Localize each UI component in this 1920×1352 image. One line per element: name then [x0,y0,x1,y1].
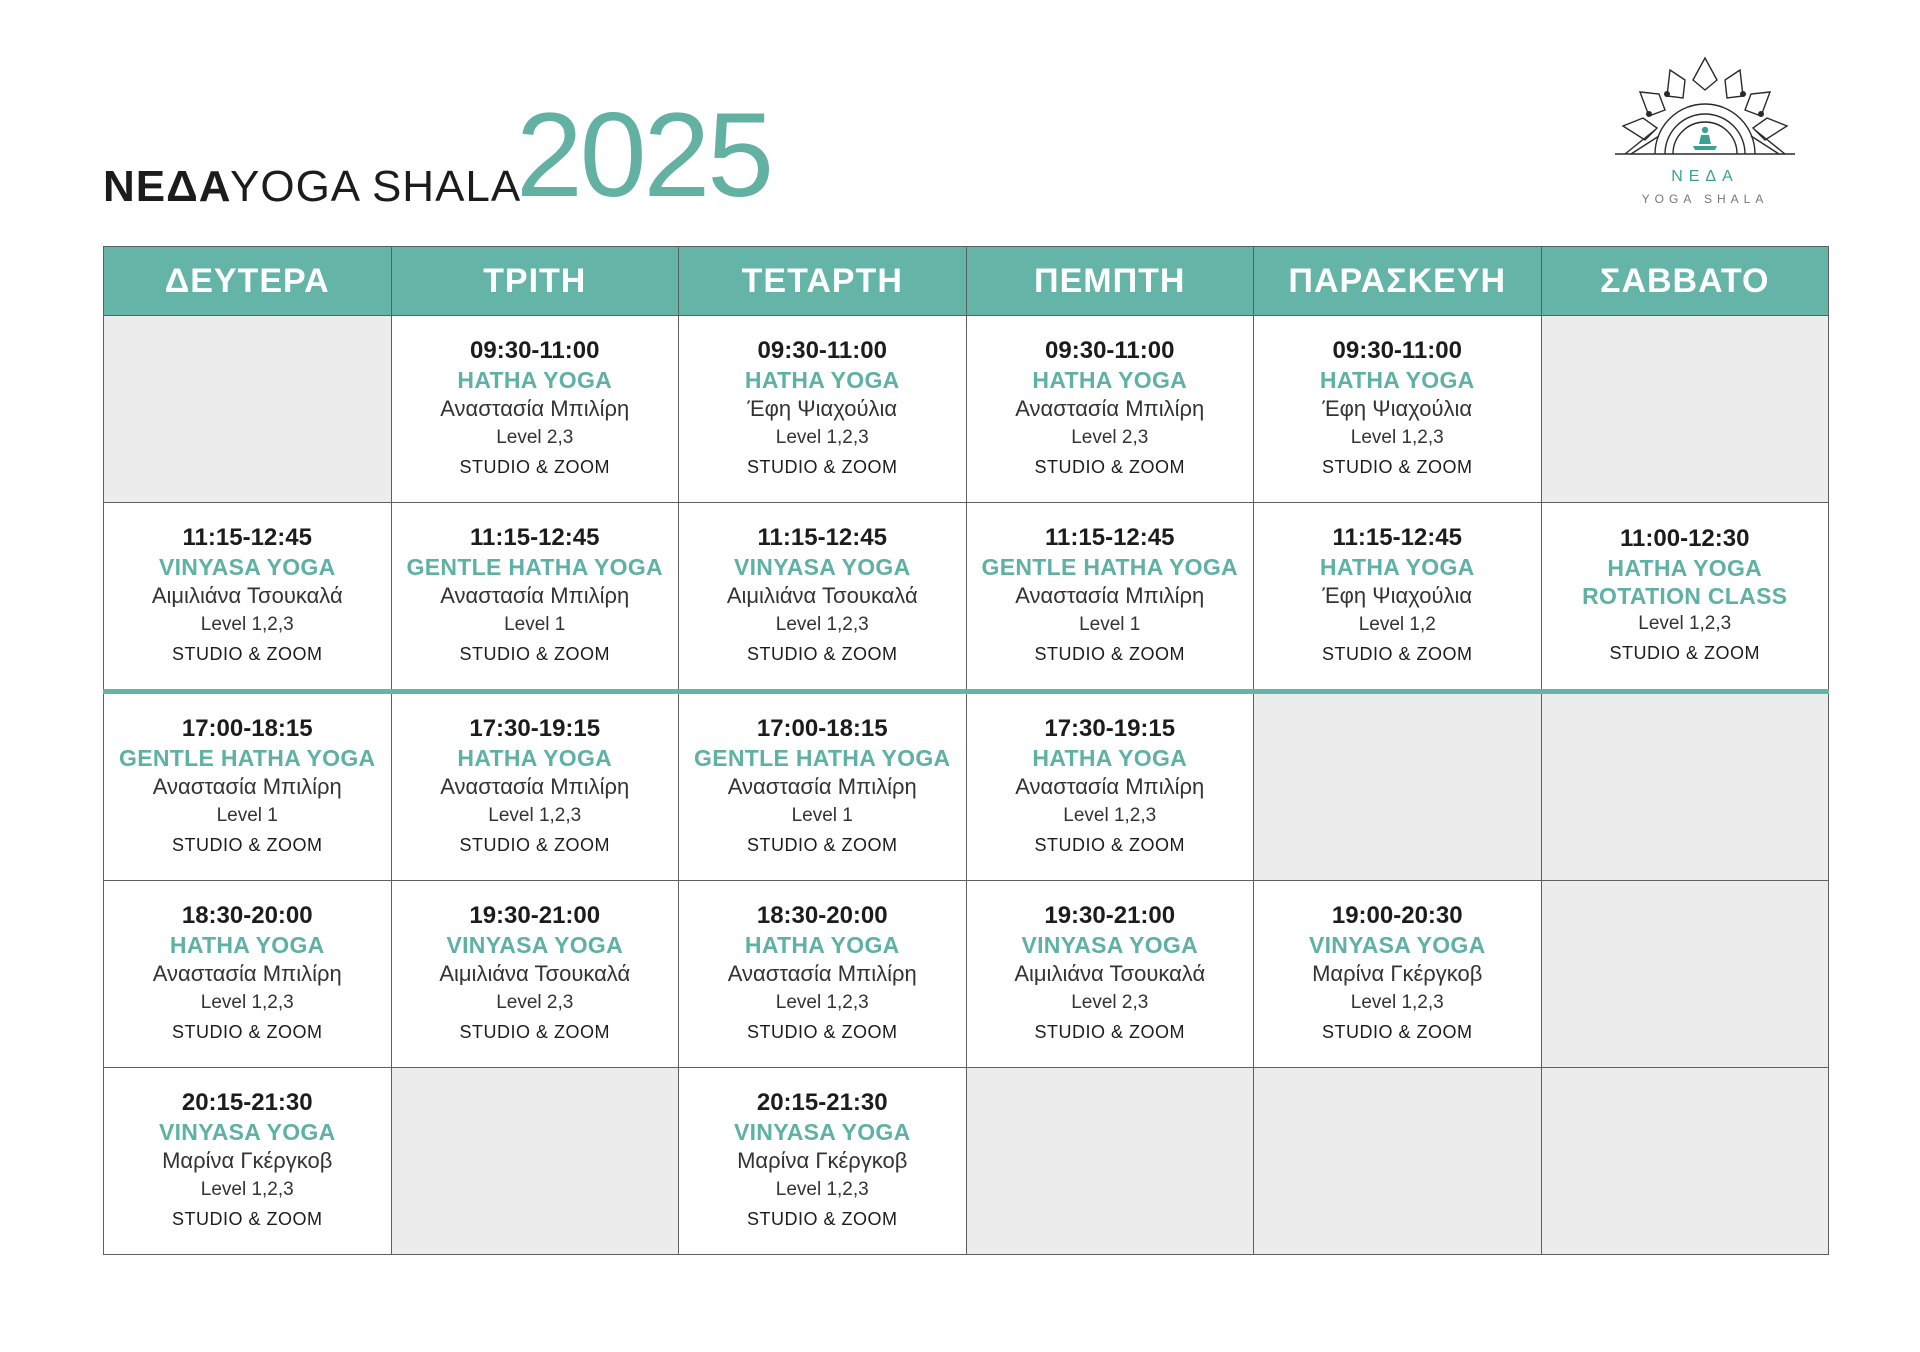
instructor-name: Αιμιλιάνα Τσουκαλά [1014,961,1206,986]
logo [1610,50,1800,210]
class-location: STUDIO & ZOOM [459,457,610,477]
day-header-monday: ΔΕΥΤΕΡΑ [104,247,392,316]
class-level: Level 2,3 [1071,992,1149,1013]
instructor-name: Μαρίνα Γκέργκοβ [162,1148,333,1173]
lotus-mandala-icon [1615,50,1795,165]
class-level: Level 1,2,3 [1350,992,1444,1013]
class-level: Level 2,3 [1071,427,1149,448]
class-level: Level 1,2,3 [775,614,869,635]
class-location: STUDIO & ZOOM [1034,644,1185,664]
class-level: Level 2,3 [496,992,574,1013]
instructor-name: Έφη Ψιαχούλια [1322,583,1473,608]
class-time: 17:00-18:15 [756,715,888,742]
class-name: VINYASA YOGA [446,932,624,958]
class-location: STUDIO & ZOOM [172,644,323,664]
class-slot-wednesday [679,692,967,881]
class-name: HATHA YOGA [169,932,325,958]
class-level: Level 1 [1079,614,1141,635]
class-slot-friday [1254,316,1542,503]
instructor-name: Μαρίνα Γκέργκοβ [1312,961,1483,986]
instructor-name: Αναστασία Μπιλίρη [440,774,630,799]
class-location: STUDIO & ZOOM [1034,1022,1185,1042]
class-level: Level 1,2,3 [1063,805,1157,826]
class-time: 19:30-21:00 [469,902,601,929]
class-slot-wednesday [679,503,967,692]
day-header-tuesday: ΤΡΙΤΗ [391,247,679,316]
instructor-name: Αναστασία Μπιλίρη [440,396,630,421]
class-name: VINYASA YOGA [1308,932,1486,958]
day-header-friday: ΠΑΡΑΣΚΕΥΗ [1254,247,1542,316]
class-name-line2: ROTATION CLASS [1582,583,1788,609]
class-level: Level 1,2,3 [775,1179,869,1200]
class-location: STUDIO & ZOOM [172,835,323,855]
class-slot-tuesday [391,316,679,503]
class-level: Level 1 [791,805,853,826]
class-time: 17:30-19:15 [469,715,601,742]
class-level: Level 1,2,3 [200,1179,294,1200]
class-name: HATHA YOGA [744,367,900,393]
class-name: HATHA YOGA [1607,555,1763,581]
class-level: Level 1 [504,614,566,635]
class-level: Level 1,2,3 [200,992,294,1013]
class-level: Level 2,3 [496,427,574,448]
instructor-name: Αιμιλιάνα Τσουκαλά [151,583,343,608]
class-name: HATHA YOGA [457,745,613,771]
class-location: STUDIO & ZOOM [459,1022,610,1042]
instructor-name: Μαρίνα Γκέργκοβ [737,1148,908,1173]
instructor-name: Αναστασία Μπιλίρη [1015,396,1205,421]
instructor-name: Αναστασία Μπιλίρη [152,961,342,986]
empty-slot-saturday [1541,692,1829,881]
class-level: Level 1 [216,805,278,826]
day-header-saturday: ΣΑΒΒΑΤΟ [1541,247,1829,316]
class-time: 11:15-12:45 [757,524,887,551]
day-header-row [104,247,1829,316]
schedule-year: 2025 [516,88,771,222]
class-location: STUDIO & ZOOM [747,644,898,664]
logo-subtitle: YOGA SHALA [1641,192,1769,206]
logo-name: ΝΕΔΑ [1671,168,1739,185]
instructor-name: Αναστασία Μπιλίρη [727,961,917,986]
class-level: Level 1,2 [1358,614,1436,635]
class-location: STUDIO & ZOOM [747,457,898,477]
class-time: 09:30-11:00 [757,337,887,364]
class-location: STUDIO & ZOOM [1034,457,1185,477]
empty-slot-saturday [1541,1068,1829,1255]
class-slot-monday [104,1068,392,1255]
class-slot-thursday [966,503,1254,692]
class-slot-friday [1254,881,1542,1068]
class-time: 20:15-21:30 [181,1089,313,1116]
class-location: STUDIO & ZOOM [172,1022,323,1042]
class-slot-tuesday [391,692,679,881]
class-time: 18:30-20:00 [756,902,888,929]
class-slot-friday [1254,503,1542,692]
page-header [103,90,1003,220]
schedule-row [104,1068,1829,1255]
instructor-name: Αναστασία Μπιλίρη [1015,583,1205,608]
class-name: VINYASA YOGA [733,1119,911,1145]
brand-name-light: YOGA SHALA [230,162,522,211]
class-level: Level 1,2,3 [488,805,582,826]
class-level: Level 1,2,3 [775,992,869,1013]
schedule-row [104,316,1829,503]
empty-slot-thursday [966,1068,1254,1255]
empty-slot-saturday [1541,881,1829,1068]
class-name: HATHA YOGA [1319,367,1475,393]
class-slot-tuesday [391,503,679,692]
class-location: STUDIO & ZOOM [747,1022,898,1042]
class-name: HATHA YOGA [457,367,613,393]
class-slot-tuesday [391,881,679,1068]
class-name: HATHA YOGA [744,932,900,958]
class-name: HATHA YOGA [1319,554,1475,580]
empty-slot-friday [1254,692,1542,881]
instructor-name: Αναστασία Μπιλίρη [727,774,917,799]
schedule-row [104,503,1829,692]
class-name: GENTLE HATHA YOGA [119,745,376,771]
class-name: GENTLE HATHA YOGA [981,554,1238,580]
class-location: STUDIO & ZOOM [1322,1022,1473,1042]
class-location: STUDIO & ZOOM [459,644,610,664]
class-time: 20:15-21:30 [756,1089,888,1116]
class-time: 11:15-12:45 [1332,524,1462,551]
class-level: Level 1,2,3 [775,427,869,448]
class-time: 17:30-19:15 [1044,715,1176,742]
schedule-row [104,692,1829,881]
class-slot-thursday [966,316,1254,503]
class-location: STUDIO & ZOOM [459,835,610,855]
instructor-name: Αναστασία Μπιλίρη [152,774,342,799]
class-time: 09:30-11:00 [470,337,600,364]
day-header-thursday: ΠΕΜΠΤΗ [966,247,1254,316]
class-location: STUDIO & ZOOM [747,835,898,855]
class-level: Level 1,2,3 [1350,427,1444,448]
class-time: 18:30-20:00 [181,902,313,929]
class-name: VINYASA YOGA [1021,932,1199,958]
class-slot-saturday [1541,503,1829,692]
class-name: GENTLE HATHA YOGA [406,554,663,580]
empty-slot-saturday [1541,316,1829,503]
class-level: Level 1,2,3 [1638,613,1732,634]
class-slot-thursday [966,692,1254,881]
day-header-wednesday: ΤΕΤΑΡΤΗ [679,247,967,316]
weekly-schedule-table [103,246,1829,1255]
instructor-name: Αναστασία Μπιλίρη [440,583,630,608]
class-name: VINYASA YOGA [158,554,336,580]
class-time: 09:30-11:00 [1332,337,1462,364]
empty-slot-monday [104,316,392,503]
class-slot-wednesday [679,1068,967,1255]
instructor-name: Αιμιλιάνα Τσουκαλά [726,583,918,608]
class-time: 11:00-12:30 [1620,525,1750,552]
class-location: STUDIO & ZOOM [1609,643,1760,663]
schedule-row [104,881,1829,1068]
instructor-name: Έφη Ψιαχούλια [1322,396,1473,421]
class-time: 09:30-11:00 [1045,337,1175,364]
class-location: STUDIO & ZOOM [1322,644,1473,664]
class-name: VINYASA YOGA [158,1119,336,1145]
class-location: STUDIO & ZOOM [747,1209,898,1229]
class-location: STUDIO & ZOOM [1034,835,1185,855]
instructor-name: Αναστασία Μπιλίρη [1015,774,1205,799]
class-location: STUDIO & ZOOM [1322,457,1473,477]
empty-slot-friday [1254,1068,1542,1255]
class-slot-monday [104,692,392,881]
class-name: VINYASA YOGA [733,554,911,580]
class-slot-wednesday [679,881,967,1068]
empty-slot-tuesday [391,1068,679,1255]
class-time: 11:15-12:45 [1045,524,1175,551]
class-name: GENTLE HATHA YOGA [694,745,951,771]
class-name: HATHA YOGA [1032,745,1188,771]
class-location: STUDIO & ZOOM [172,1209,323,1229]
instructor-name: Έφη Ψιαχούλια [747,396,898,421]
brand-name-bold: ΝΕΔΑ [103,162,232,211]
class-time: 17:00-18:15 [181,715,313,742]
class-slot-wednesday [679,316,967,503]
class-time: 19:00-20:30 [1331,902,1463,929]
class-slot-thursday [966,881,1254,1068]
class-level: Level 1,2,3 [200,614,294,635]
class-time: 11:15-12:45 [182,524,312,551]
instructor-name: Αιμιλιάνα Τσουκαλά [439,961,631,986]
class-name: HATHA YOGA [1032,367,1188,393]
class-time: 19:30-21:00 [1044,902,1176,929]
class-slot-monday [104,503,392,692]
class-time: 11:15-12:45 [470,524,600,551]
class-slot-monday [104,881,392,1068]
